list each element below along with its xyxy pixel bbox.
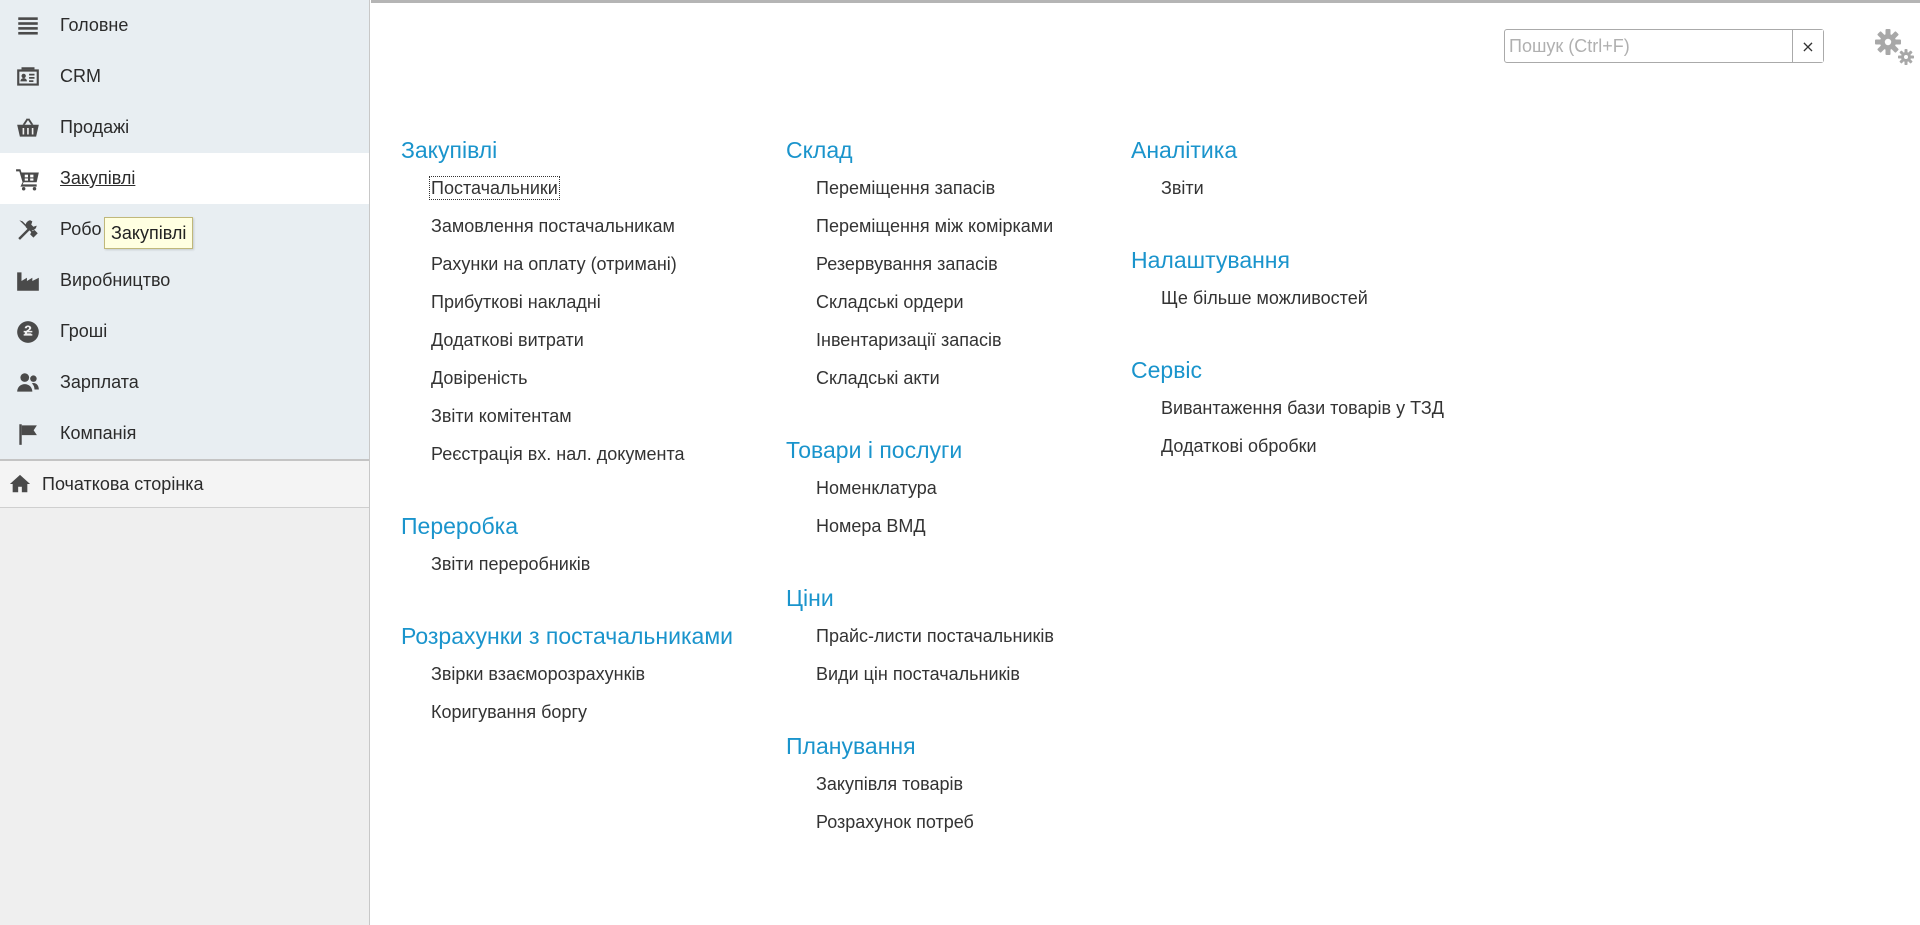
settings-icon[interactable] [1872, 27, 1916, 67]
link-more-features[interactable]: Ще більше можливостей [1161, 288, 1368, 308]
group-title: Товари і послуги [786, 437, 963, 463]
menu-icon [14, 12, 42, 40]
link-supplier-price-types[interactable]: Види цін постачальників [816, 664, 1020, 684]
menu-group-prices [786, 581, 1054, 699]
group-title: Ціни [786, 585, 834, 611]
menu-group-processing [401, 509, 733, 589]
link-needs-calculation[interactable]: Розрахунок потреб [816, 812, 974, 832]
menu-group-purchases [401, 133, 733, 479]
sidebar-item-label: CRM [60, 66, 101, 86]
sidebar-item-label: Робо [60, 219, 102, 239]
basket-icon [14, 114, 42, 142]
sidebar-item-label: Виробництво [60, 270, 171, 290]
menu-group-service [1131, 353, 1444, 471]
menu-column-3 [1131, 133, 1444, 501]
menu-group-warehouse [786, 133, 1054, 403]
link-additional-processing[interactable]: Додаткові обробки [1161, 436, 1317, 456]
link-reports[interactable]: Звіти [1161, 178, 1204, 198]
link-invoices-received[interactable]: Рахунки на оплату (отримані) [431, 254, 677, 274]
group-title: Переробка [401, 513, 519, 539]
sidebar-item-crm[interactable] [0, 51, 369, 102]
tooltip: Закупівлі [104, 217, 193, 249]
link-debt-adjustment[interactable]: Коригування боргу [431, 702, 588, 722]
people-icon [14, 369, 42, 397]
link-nomenclature[interactable]: Номенклатура [816, 478, 937, 498]
group-title: Планування [786, 733, 916, 759]
menu-group-supplier-settlements [401, 619, 733, 737]
contact-card-icon [14, 63, 42, 91]
link-stock-inventory[interactable]: Інвентаризації запасів [816, 330, 1002, 350]
tools-icon [14, 216, 42, 244]
group-title: Налаштування [1131, 247, 1290, 273]
sidebar-item-label: Головне [60, 15, 129, 35]
sidebar-item-label: Гроші [60, 321, 108, 341]
home-page-label: Початкова сторінка [42, 473, 204, 494]
link-tax-document-registration[interactable]: Реєстрація вх. нал. документа [431, 444, 685, 464]
sidebar-item-label: Зарплата [60, 372, 139, 392]
group-title: Склад [786, 137, 853, 163]
link-warehouse-orders[interactable]: Складські ордери [816, 292, 964, 312]
sidebar-item-production[interactable] [0, 255, 369, 306]
group-title: Сервіс [1131, 357, 1203, 383]
sidebar-item-money[interactable] [0, 306, 369, 357]
search-box [1504, 29, 1824, 63]
sidebar-item-salary[interactable] [0, 357, 369, 408]
sidebar-item-label: Закупівлі [60, 168, 136, 188]
home-page-link[interactable] [0, 461, 369, 508]
group-title: Аналітика [1131, 137, 1238, 163]
sidebar-item-label: Продажі [60, 117, 130, 137]
main-panel [371, 0, 1920, 925]
link-power-of-attorney[interactable]: Довіреність [431, 368, 528, 388]
menu-group-planning [786, 729, 1054, 847]
link-receipt-invoices[interactable]: Прибуткові накладні [431, 292, 601, 312]
link-bin-transfers[interactable]: Переміщення між комірками [816, 216, 1054, 236]
link-supplier-price-lists[interactable]: Прайс-листи постачальників [816, 626, 1054, 646]
link-stock-transfers[interactable]: Переміщення запасів [816, 178, 996, 198]
link-additional-expenses[interactable]: Додаткові витрати [431, 330, 584, 350]
link-suppliers[interactable]: Постачальники [431, 178, 558, 198]
link-consignor-reports[interactable]: Звіти комітентам [431, 406, 572, 426]
link-warehouse-acts[interactable]: Складські акти [816, 368, 940, 388]
link-stock-reservation[interactable]: Резервування запасів [816, 254, 998, 274]
sidebar [0, 0, 370, 925]
link-goods-purchasing[interactable]: Закупівля товарів [816, 774, 964, 794]
sidebar-item-sales[interactable] [0, 102, 369, 153]
sidebar-item-label: Компанія [60, 423, 137, 443]
link-customs-numbers[interactable]: Номера ВМД [816, 516, 926, 536]
menu-column-1 [401, 133, 733, 767]
cart-icon [14, 165, 42, 193]
home-icon [8, 470, 32, 498]
search-clear-button[interactable]: × [1793, 30, 1823, 62]
link-processor-reports[interactable]: Звіти переробників [431, 554, 591, 574]
link-export-to-tsd[interactable]: Вивантаження бази товарів у ТЗД [1161, 398, 1444, 418]
search-input[interactable] [1505, 30, 1793, 62]
link-supplier-orders[interactable]: Замовлення постачальникам [431, 216, 675, 236]
group-title: Розрахунки з постачальниками [401, 623, 733, 649]
link-reconciliations[interactable]: Звірки взаєморозрахунків [431, 664, 646, 684]
factory-icon [14, 267, 42, 295]
sidebar-item-main[interactable] [0, 0, 369, 51]
flag-icon [14, 420, 42, 448]
menu-group-analytics [1131, 133, 1444, 213]
group-title: Закупівлі [401, 137, 498, 163]
menu-group-goods-services [786, 433, 1054, 551]
menu-column-2 [786, 133, 1054, 877]
sidebar-item-company[interactable] [0, 408, 369, 459]
menu-group-settings [1131, 243, 1444, 323]
money-icon [14, 318, 42, 346]
sidebar-item-purchases[interactable] [0, 153, 369, 204]
